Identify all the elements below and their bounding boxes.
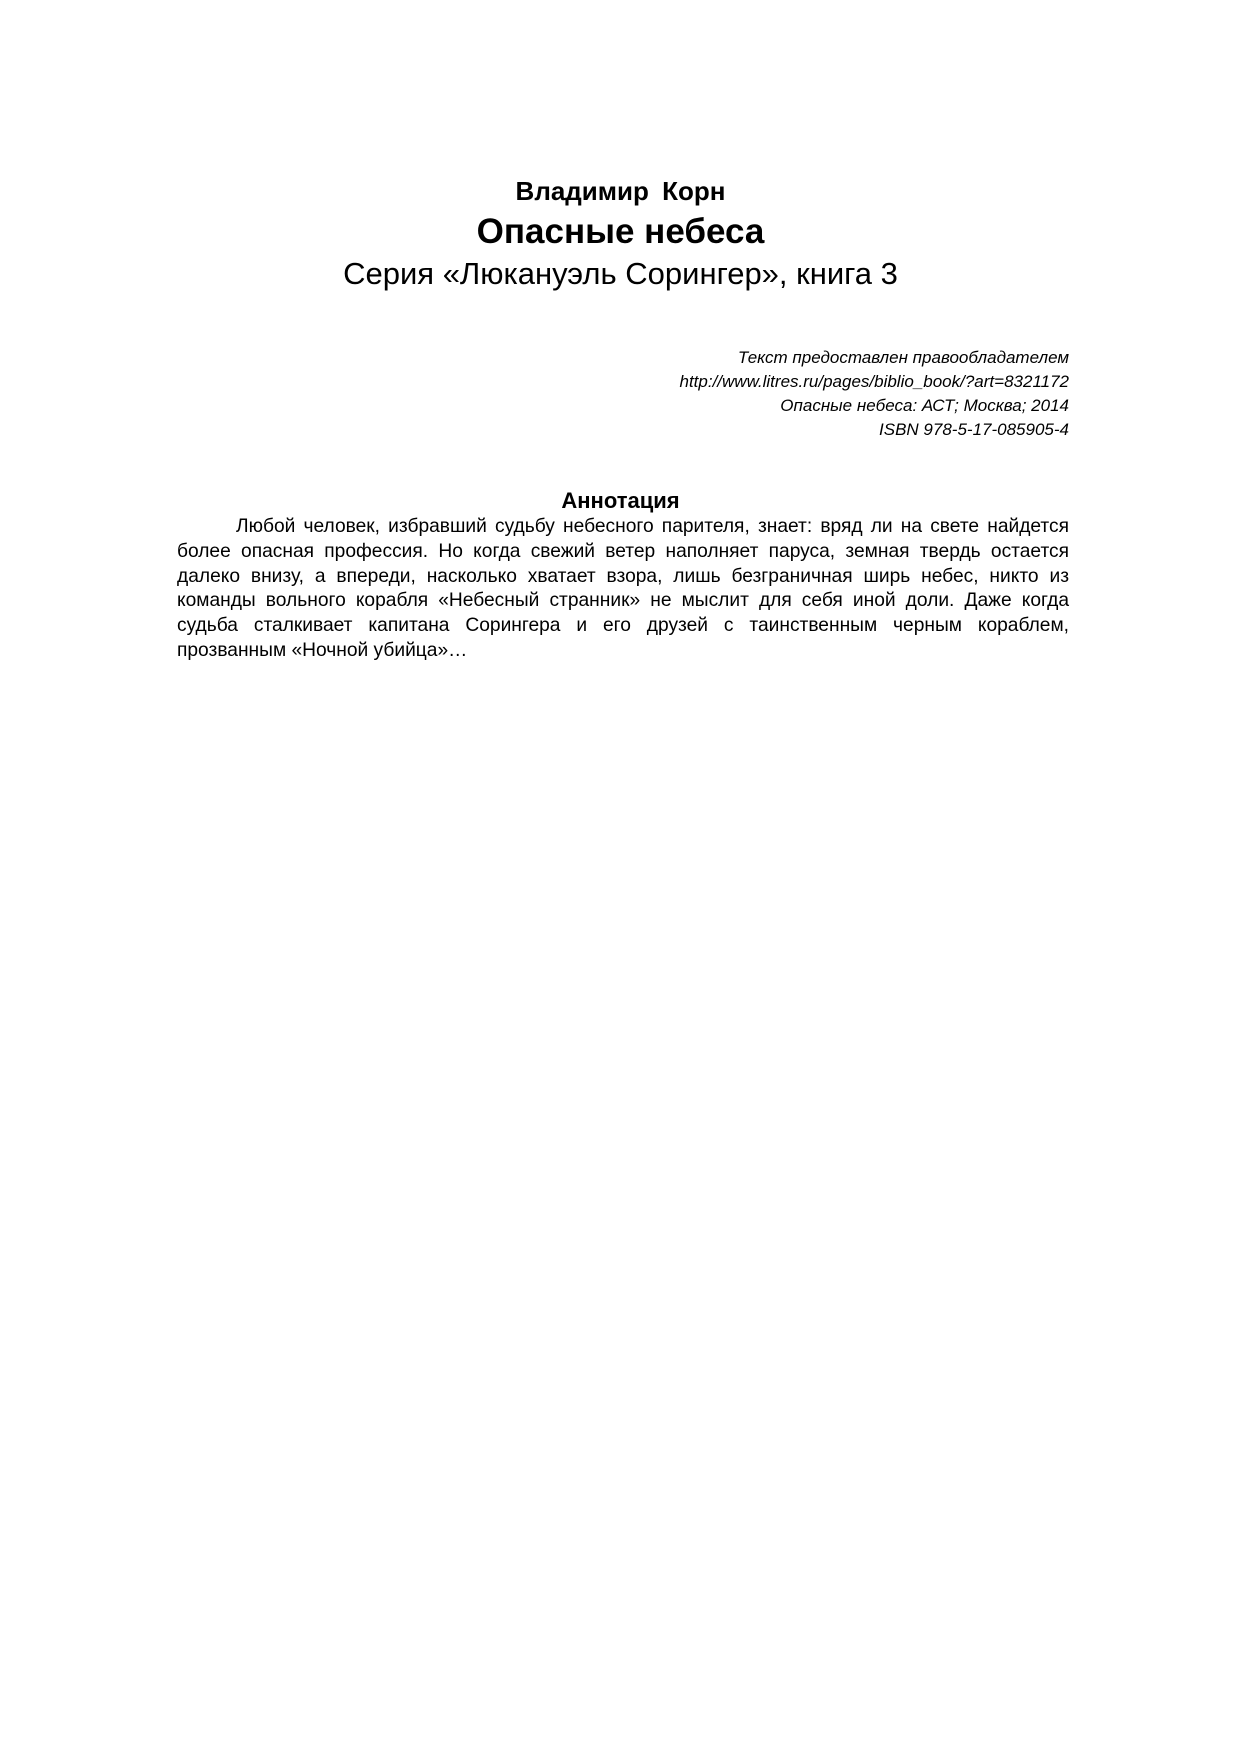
annotation-text: Любой человек, избравший судьбу небесного парителя, знает: вряд ли на свете найдется более опасная профессия. Но когда свежий ветер наполняет паруса, земная твердь остается далеко внизу, а впереди, насколько хватает взора, лишь безграничная ширь небес, никто из команды вольного корабля «Небесный странник» не мыслит для себя иной доли. Даже когда судьба сталкивает капитана Сорингера и его друзей с таинственным черным кораблем, прозванным «Ночной убийца»… (177, 516, 1069, 661)
publication-info (679, 346, 1069, 442)
book-series: Серия «Люкануэль Сорингер», книга 3 (343, 256, 898, 291)
isbn: ISBN 978-5-17-085905-4 (879, 420, 1069, 439)
publisher-info: Опасные небеса: АСТ; Москва; 2014 (780, 396, 1069, 415)
book-author: Владимир Корн (515, 176, 726, 206)
source-url: http://www.litres.ru/pages/biblio_book/?art=8321172 (679, 372, 1069, 391)
book-title: Опасные небеса (476, 212, 765, 251)
annotation-heading: Аннотация (561, 488, 680, 513)
rights-holder-note: Текст предоставлен правообладателем (737, 348, 1069, 367)
